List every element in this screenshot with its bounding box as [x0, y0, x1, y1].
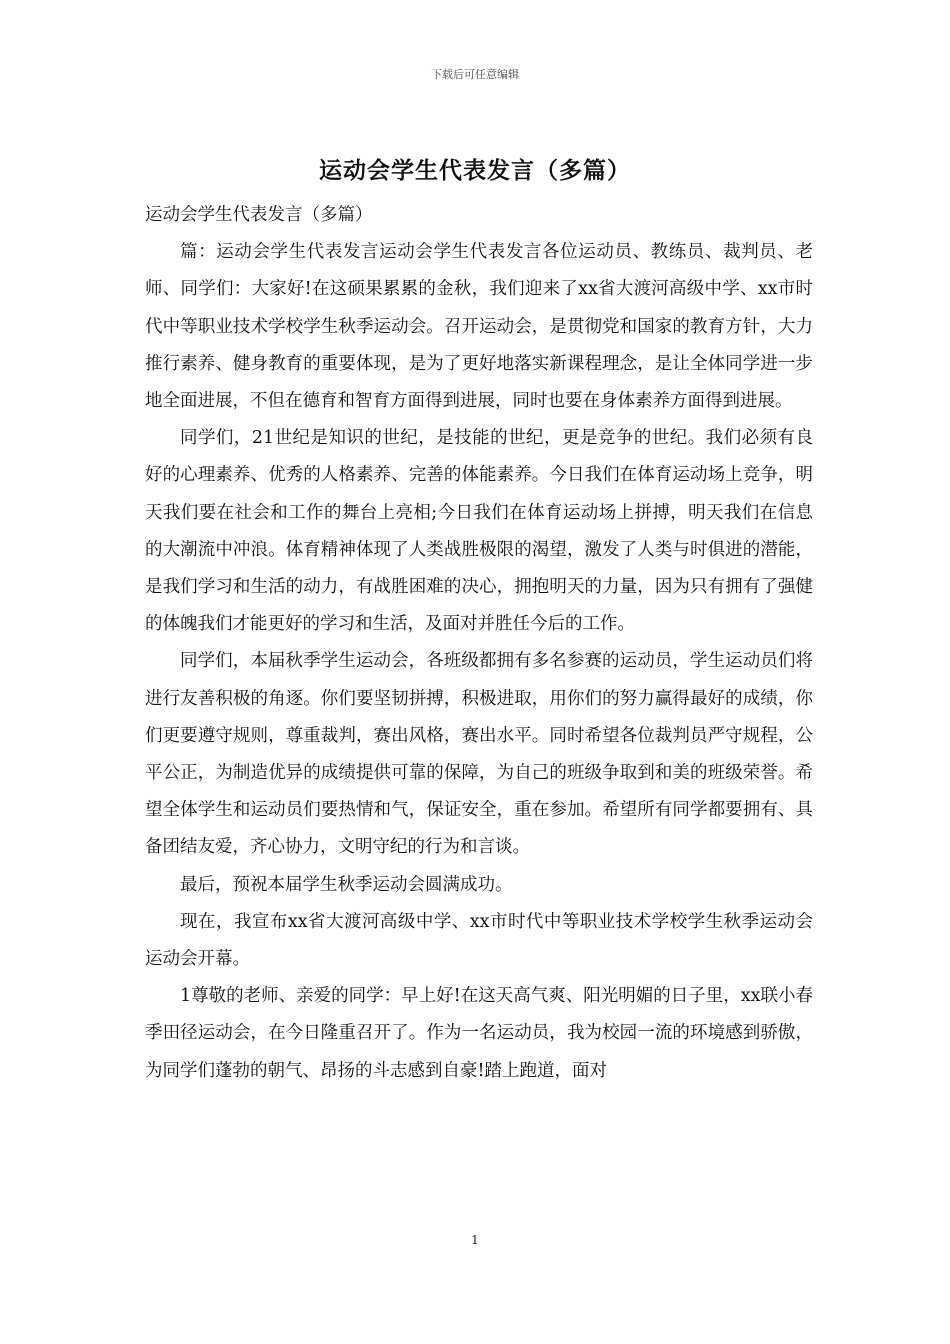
page-number: 1: [471, 1233, 479, 1247]
document-body: [145, 197, 813, 1090]
document-title: 运动会学生代表发言（多篇）: [319, 157, 631, 184]
page-header: 下载后可任意编辑: [431, 68, 519, 81]
paragraph: 同学们，本届秋季学生运动会，各班级都拥有多名参赛的运动员，学生运动员们将进行友善积极的角逐。你们要坚韧拼搏，积极进取，用你们的努力赢得最好的成绩，你们更要遵守规则，尊重裁判，赛出风格，赛出水平。同时希望各位裁判员严守规程，公平公正，为制造优异的成绩提供可靠的保障，为自己的班级争取到和美的班级荣誉。希望全体学生和运动员们要热情和气，保证安全，重在参加。希望所有同学都要拥有、具备团结友爱，齐心协力，文明守纪的行为和言谈。: [145, 651, 813, 858]
paragraph: 篇：运动会学生代表发言运动会学生代表发言各位运动员、教练员、裁判员、老师、同学们：大家好!在这硕果累累的金秋，我们迎来了xx省大渡河高级中学、xx市时代中等职业技术学校学生秋季运动会。召开运动会，是贯彻党和国家的教育方针，大力推行素养、健身教育的重要体现，是为了更好地落实新课程理念，是让全体同学进一步地全面进展，不但在德育和智育方面得到进展，同时也要在身体素养方面得到进展。: [145, 242, 813, 412]
paragraph: 1尊敬的老师、亲爱的同学：早上好!在这天高气爽、阳光明媚的日子里，xx联小春季田径运动会，在今日隆重召开了。作为一名运动员，我为校园一流的环境感到骄傲，为同学们蓬勃的朝气、昂扬的斗志感到自豪!踏上跑道，面对: [145, 986, 813, 1081]
paragraph: 现在，我宣布xx省大渡河高级中学、xx市时代中等职业技术学校学生秋季运动会运动会开幕。: [145, 911, 813, 970]
paragraph: 最后，预祝本届学生秋季运动会圆满成功。: [180, 874, 513, 895]
paragraph: 同学们，21世纪是知识的世纪，是技能的世纪，更是竞争的世纪。我们必须有良好的心理素养、优秀的人格素养、完善的体能素养。今日我们在体育运动场上竞争，明天我们要在社会和工作的舞台上亮相;今日我们在体育运动场上拼搏，明天我们在信息的大潮流中冲浪。体育精神体现了人类战胜极限的渴望，激发了人类与时俱进的潜能，是我们学习和生活的动力，有战胜困难的决心，拥抱明天的力量，因为只有拥有了强健的体魄我们才能更好的学习和生活，及面对并胜任今后的工作。: [145, 428, 813, 635]
document-subtitle: 运动会学生代表发言（多篇）: [145, 205, 373, 225]
